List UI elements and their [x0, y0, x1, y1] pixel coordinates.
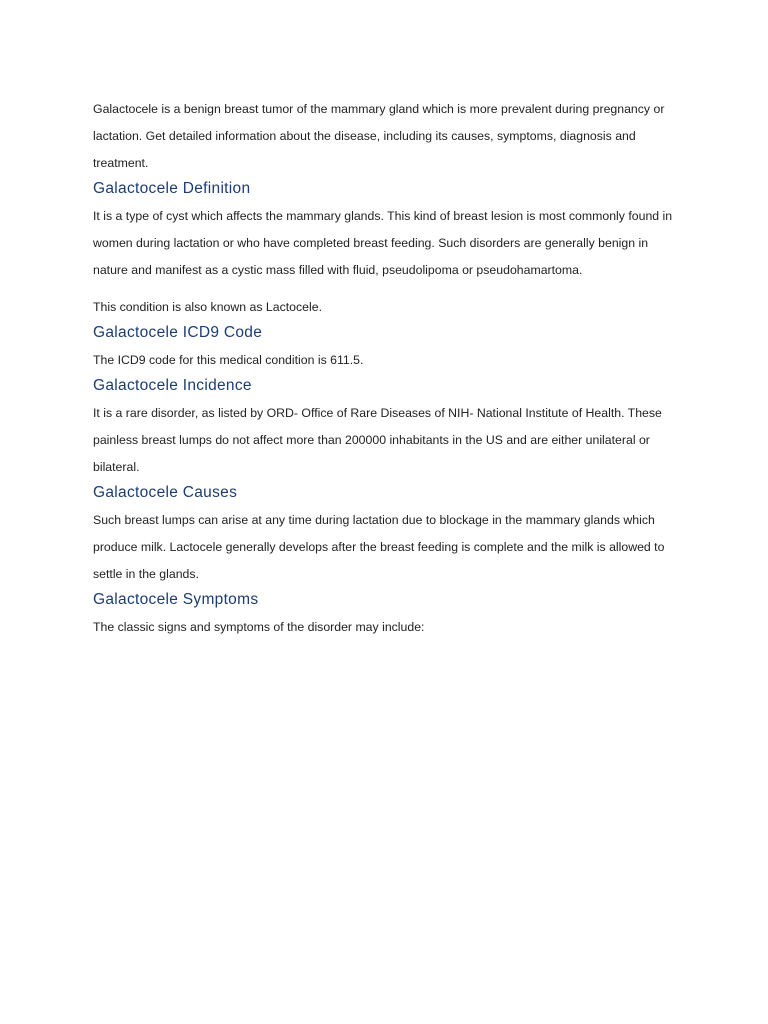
section-heading-causes: Galactocele Causes [93, 484, 238, 501]
incidence-paragraph: It is a rare disorder, as listed by ORD- Office of Rare Diseases of NIH- National Institute of Health. These painless breast lumps do not affect more than 200000 inhabitants in the US and are either unilateral or bilateral. [93, 406, 662, 474]
section-heading-symptoms: Galactocele Symptoms [93, 591, 259, 608]
symptoms-paragraph: The classic signs and symptoms of the disorder may include: [93, 620, 425, 634]
causes-paragraph: Such breast lumps can arise at any time during lactation due to blockage in the mammary glands which produce milk. Lactocele generally develops after the breast feeding is complete and the milk is allowed to settle in the glands. [93, 513, 665, 581]
section-heading-definition: Galactocele Definition [93, 180, 251, 197]
document-page [93, 96, 683, 641]
section-heading-icd9: Galactocele ICD9 Code [93, 324, 263, 341]
intro-paragraph: Galactocele is a benign breast tumor of the mammary gland which is more prevalent during pregnancy or lactation. Get detailed information about the disease, including its causes, symptoms, diagnosis and treatment. [93, 102, 665, 170]
section-heading-incidence: Galactocele Incidence [93, 377, 252, 394]
definition-paragraph: It is a type of cyst which affects the mammary glands. This kind of breast lesion is most commonly found in women during lactation or who have completed breast feeding. Such disorders are generally benign in nature and manifest as a cystic mass filled with fluid, pseudolipoma or pseudohamartoma. [93, 209, 673, 277]
definition-alias-paragraph: This condition is also known as Lactocele. [93, 300, 322, 314]
icd9-paragraph: The ICD9 code for this medical condition is 611.5. [93, 353, 364, 367]
